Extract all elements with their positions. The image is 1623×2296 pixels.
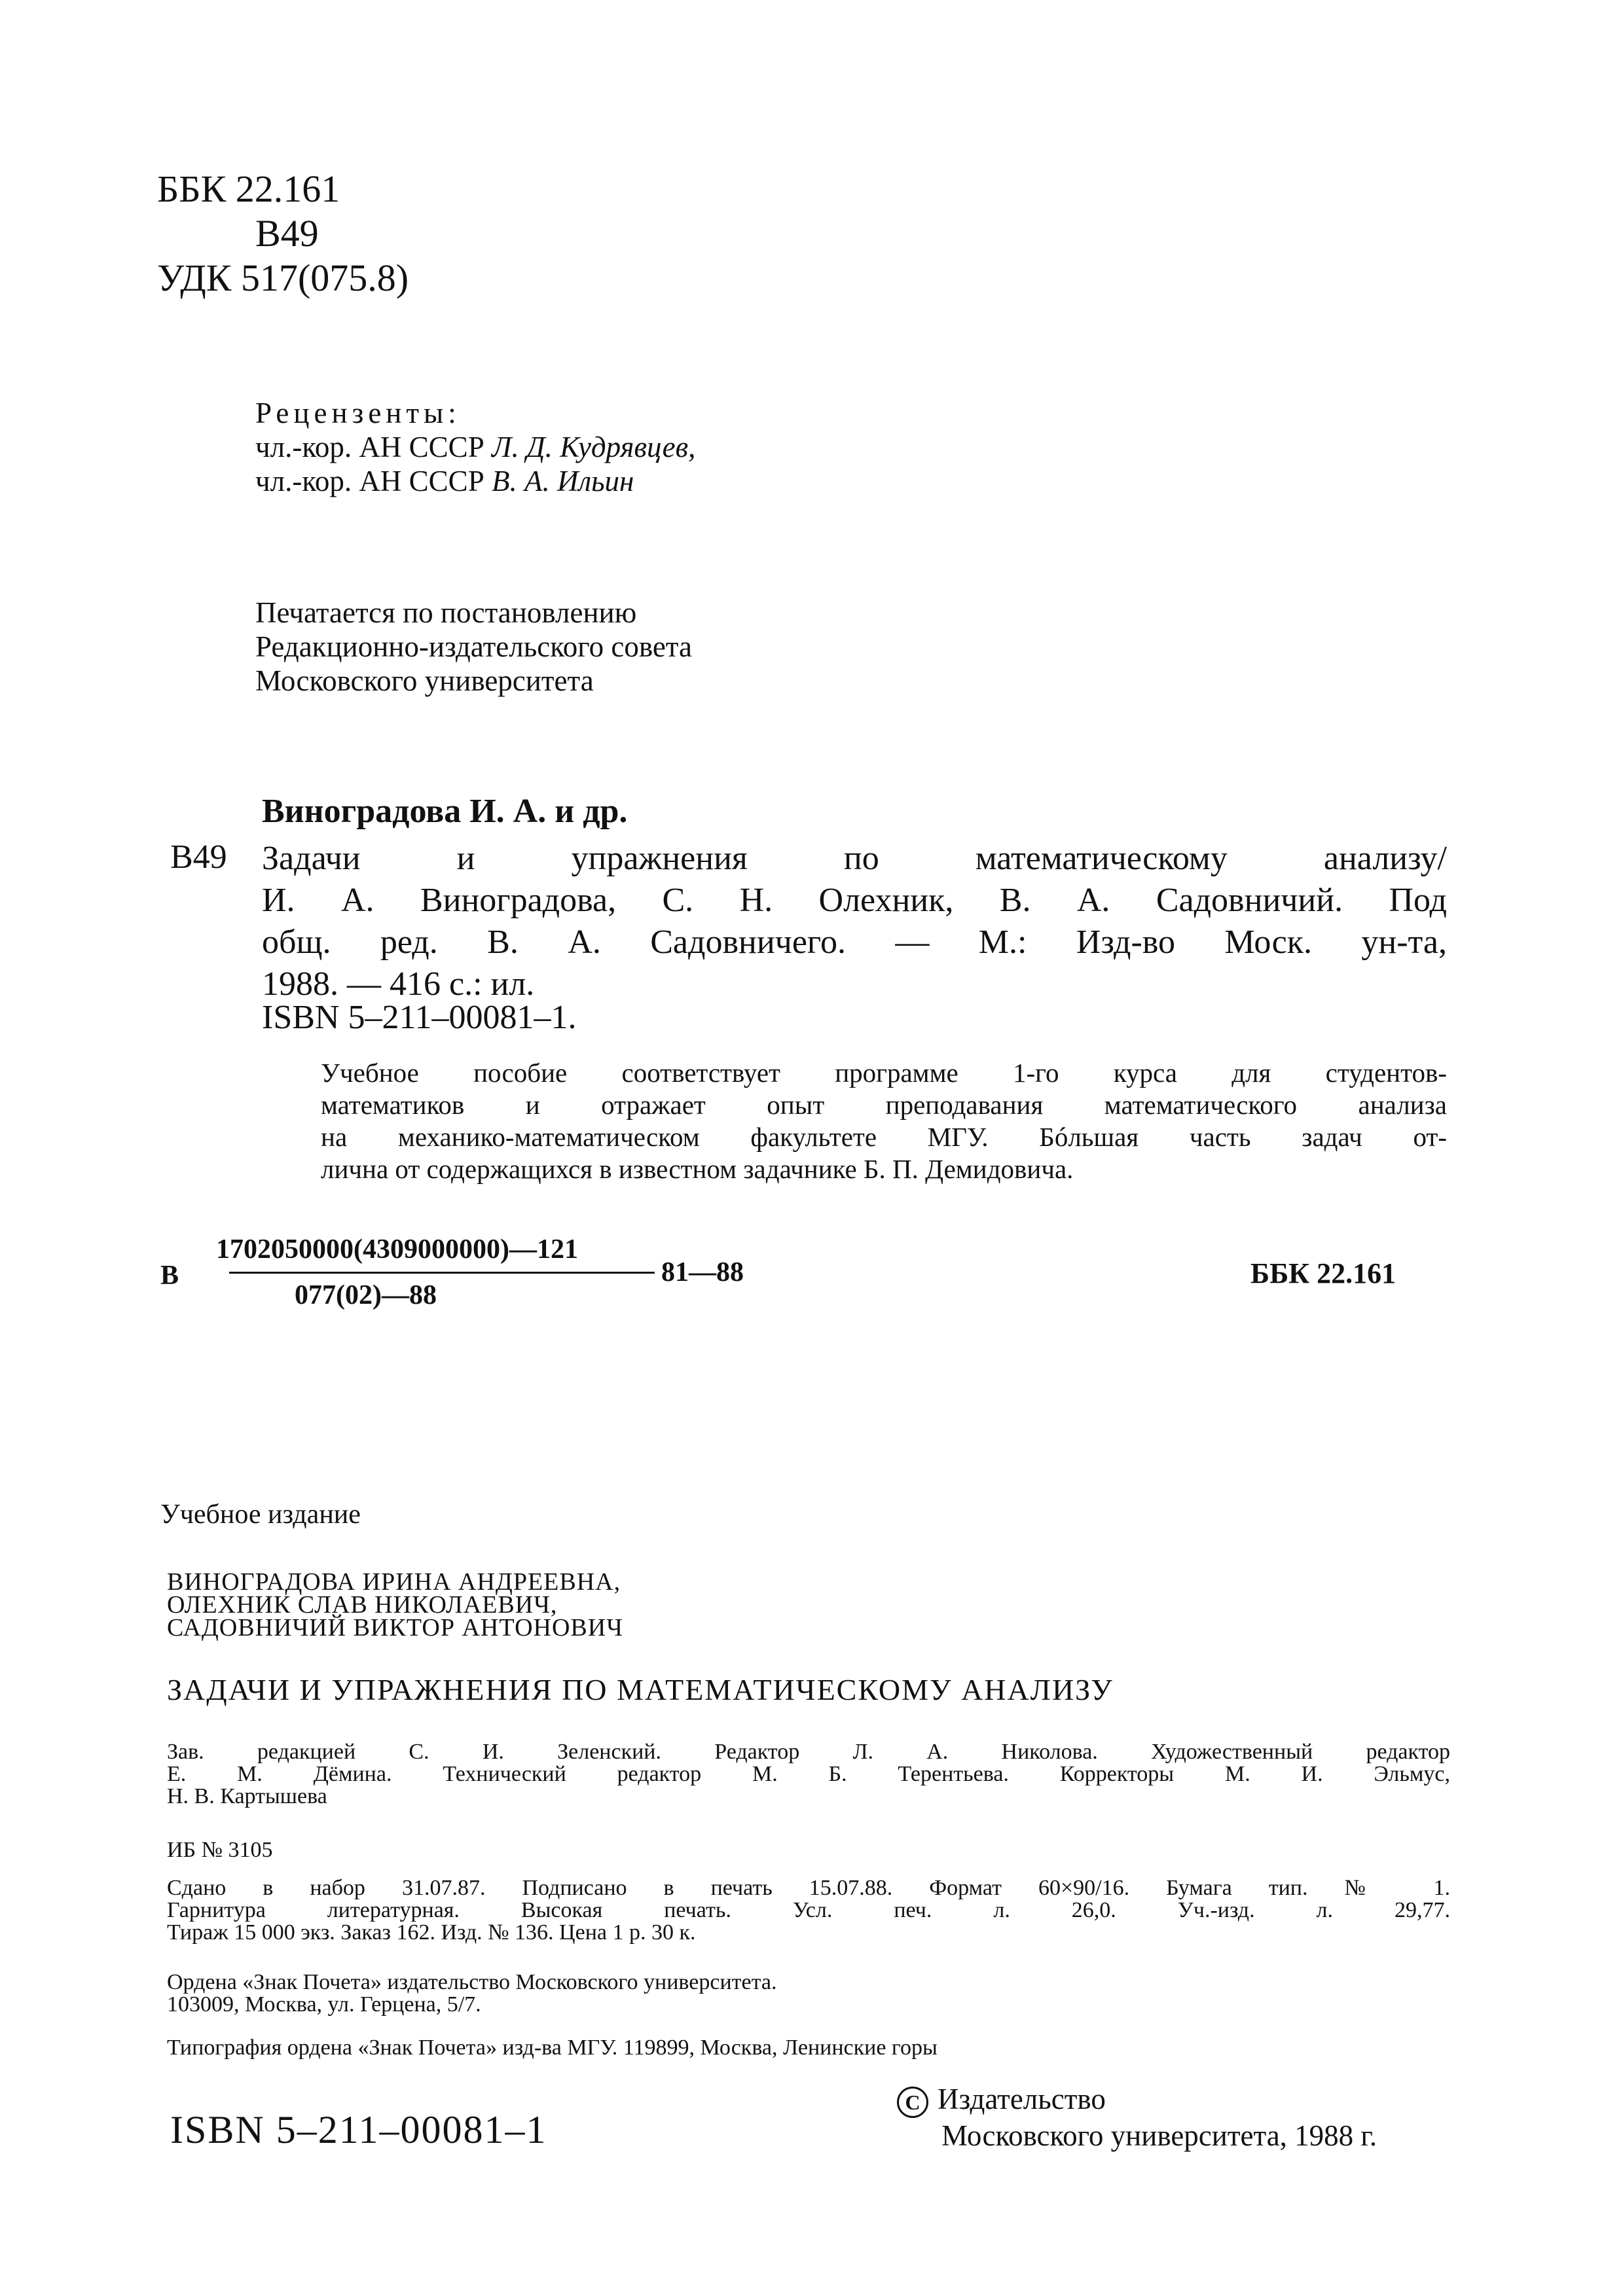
copyright-block	[897, 2081, 1377, 2153]
print-order-block	[255, 596, 692, 698]
copyright-line-1	[897, 2081, 1377, 2118]
author-mark: В49	[255, 212, 319, 255]
author-3: САДОВНИЧИЙ ВИКТОР АНТОНОВИЧ	[167, 1614, 623, 1641]
classification-block	[157, 167, 409, 300]
reviewer-1	[255, 430, 695, 464]
copyright-line-2: Московского университета, 1988 г.	[941, 2119, 1377, 2152]
publisher-line-2: 103009, Москва, ул. Герцена, 5/7.	[167, 1992, 481, 2017]
reviewers-block	[255, 396, 695, 498]
print-details-line-3: Тираж 15 000 экз. Заказ 162. Изд. № 136. Цена 1 р. 30 к.	[167, 1920, 696, 1945]
biblio-code: В49	[170, 838, 227, 876]
reviewer-2	[255, 464, 695, 498]
biblio-line-2: И. А. Виноградова, С. Н. Олехник, В. А. Садовничий. Под	[262, 882, 1447, 919]
print-order-line-1: Печатается по постановлению	[255, 596, 637, 629]
book-title: ЗАДАЧИ И УПРАЖНЕНИЯ ПО МАТЕМАТИЧЕСКОМУ АНАЛИЗУ	[167, 1673, 1114, 1706]
udk-code: УДК 517(075.8)	[157, 257, 409, 299]
print-details-line-2: Гарнитура литературная. Высокая печать. Усл. печ. л. 26,0. Уч.-изд. л. 29,77.	[167, 1898, 1450, 1922]
biblio-line-3: общ. ред. В. А. Садовничего. — М.: Изд-во Моск. ун-та,	[262, 924, 1447, 961]
credits-line-3: Н. В. Картышева	[167, 1784, 327, 1808]
printer-line: Типография ордена «Знак Почета» изд-ва МГУ. 119899, Москва, Ленинские горы	[167, 2036, 938, 2060]
reviewer-2-title: чл.-кор. АН СССР	[255, 465, 492, 497]
biblio-line-4: 1988. — 416 с.: ил.	[262, 965, 535, 1003]
annotation-block	[321, 1057, 1447, 1185]
annotation-line-2: математиков и отражает опыт преподавания математического анализа	[321, 1090, 1447, 1120]
publisher-line-1: Ордена «Знак Почета» издательство Московского университета.	[167, 1970, 777, 1994]
edition-type: Учебное издание	[160, 1499, 361, 1530]
annotation-line-3: на механико-математическом факультете МГУ. Бóльшая часть задач от-	[321, 1122, 1447, 1152]
annotation-line-4: лична от содержащихся в известном задачнике Б. П. Демидовича.	[321, 1154, 1074, 1184]
copyright-publisher: Издательство	[938, 2083, 1106, 2115]
bbk-code: ББК 22.161	[157, 168, 340, 210]
fraction-suffix: 81—88	[661, 1257, 744, 1287]
reviewer-1-title: чл.-кор. АН СССР	[255, 431, 492, 463]
credits-line-1: Зав. редакцией С. И. Зеленский. Редактор Л. А. Николова. Художественный редактор	[167, 1740, 1450, 1764]
fraction-numerator: 1702050000(4309000000)—121	[216, 1234, 578, 1265]
annotation-line-1: Учебное пособие соответствует программе 1-го курса для студентов-	[321, 1058, 1447, 1088]
print-order-line-2: Редакционно-издательского совета	[255, 630, 692, 663]
credits-line-2: Е. М. Дёмина. Технический редактор М. Б. Терентьева. Корректоры М. И. Эльмус,	[167, 1762, 1450, 1786]
reviewers-heading: Рецензенты:	[255, 397, 461, 429]
biblio-line-1: Задачи и упражнения по математическому анализу/	[262, 840, 1447, 877]
reviewer-1-name: Л. Д. Кудрявцев,	[491, 431, 696, 463]
print-details-block	[167, 1877, 1450, 1944]
biblio-isbn: ISBN 5–211–00081–1.	[262, 999, 577, 1036]
bbk-bottom: ББК 22.161	[1250, 1257, 1396, 1289]
publisher-block	[167, 1971, 776, 2016]
isbn-bottom: ISBN 5–211–00081–1	[170, 2108, 547, 2151]
biblio-description	[262, 838, 1447, 1005]
fraction-bar	[229, 1272, 655, 1274]
reviewer-2-name: В. А. Ильин	[491, 465, 634, 497]
credits-block	[167, 1741, 1450, 1808]
ib-number: ИБ № 3105	[167, 1838, 273, 1862]
copyright-icon: C	[897, 2087, 928, 2118]
author-1: ВИНОГРАДОВА ИРИНА АНДРЕЕВНА,	[167, 1568, 621, 1596]
fraction-prefix: В	[160, 1261, 179, 1291]
biblio-author-heading: Виноградова И. А. и др.	[262, 793, 628, 830]
authors-full-names	[167, 1568, 623, 1641]
print-details-line-1: Сдано в набор 31.07.87. Подписано в печать 15.07.88. Формат 60×90/16. Бумага тип. № 1.	[167, 1876, 1450, 1900]
print-order-line-3: Московского университета	[255, 664, 594, 697]
fraction-denominator: 077(02)—88	[295, 1280, 437, 1310]
author-2: ОЛЕХНИК СЛАВ НИКОЛАЕВИЧ,	[167, 1591, 558, 1619]
